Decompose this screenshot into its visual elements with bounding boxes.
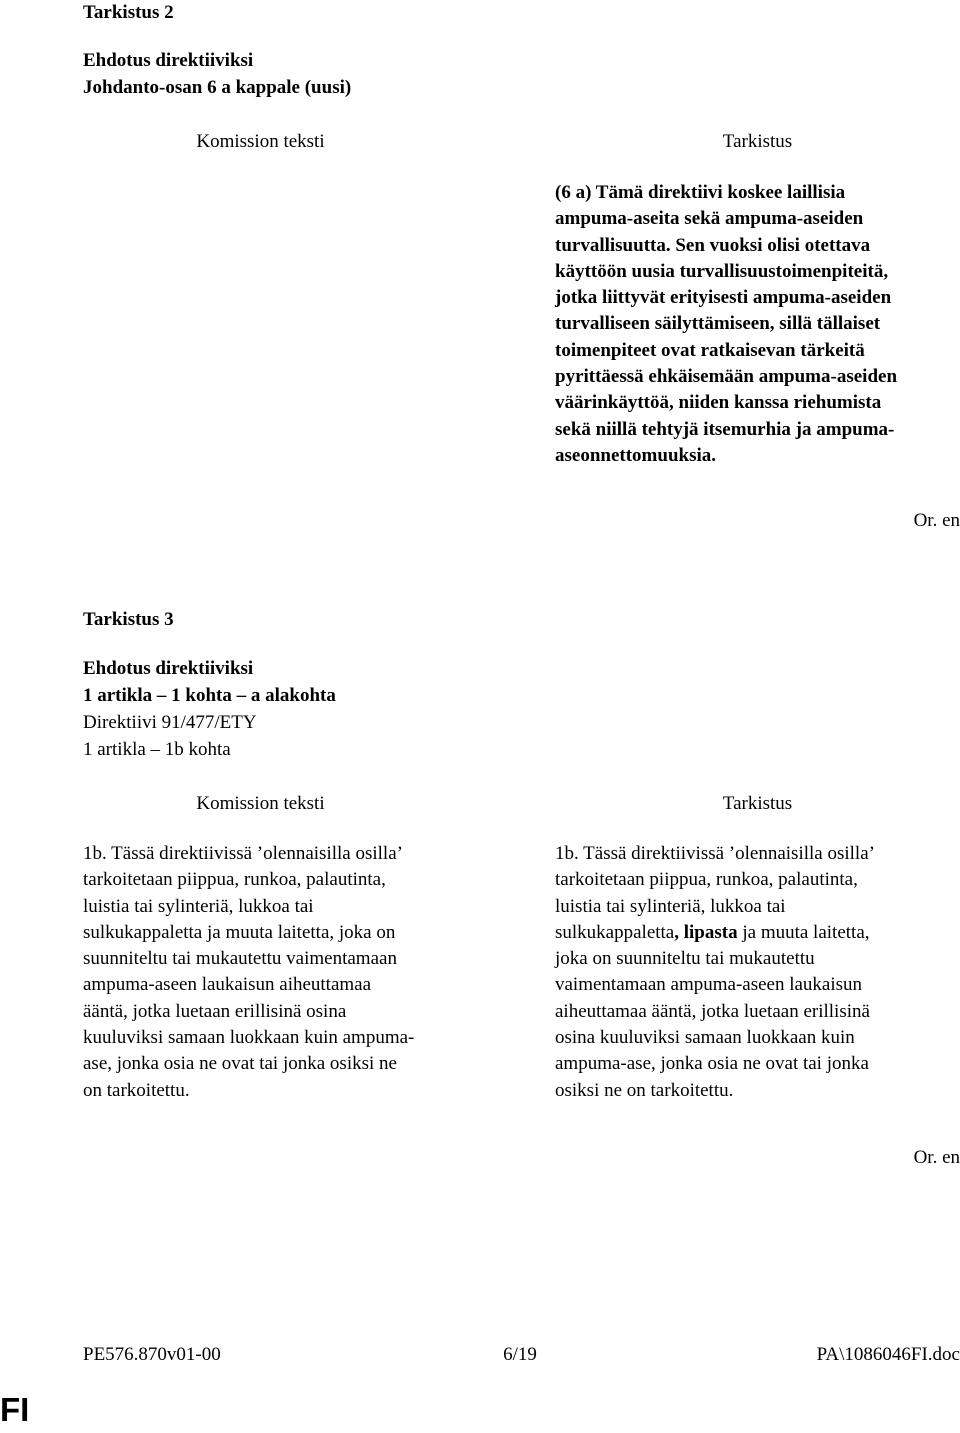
text-line: ampuma-ase, jonka osia ne ovat tai jonka — [555, 1053, 869, 1075]
text-line: osiksi ne on tarkoitettu. — [555, 1079, 734, 1101]
commission-text — [83, 841, 414, 1104]
proposal-label: Ehdotus direktiiviksi — [83, 50, 254, 71]
proposal-label: Ehdotus direktiiviksi — [83, 658, 254, 679]
text-line: jotka liittyvät erityisesti ampuma-aseiden — [555, 287, 892, 309]
amendment-location: Johdanto-osan 6 a kappale (uusi) — [83, 77, 352, 98]
text-line: ampuma-aseen laukaisun aiheuttamaa — [83, 974, 372, 996]
text-line: on tarkoitettu. — [83, 1079, 190, 1101]
text-line: kuuluviksi samaan luokkaan kuin ampuma- — [83, 1027, 415, 1049]
amendment-text — [555, 180, 897, 469]
text-line: tarkoitetaan piippua, runkoa, palautinta, — [555, 869, 858, 891]
text-line: luistia tai sylinteriä, lukkoa tai — [555, 895, 786, 917]
column-header-amendment: Tarkistus — [722, 131, 793, 152]
text-line: aseonnettomuuksia. — [555, 444, 716, 466]
directive-reference: Direktiivi 91/477/ETY — [83, 712, 257, 733]
text-line: suunniteltu tai mukautettu vaimentamaan — [83, 948, 397, 970]
amendment-location: 1 artikla – 1 kohta – a alakohta — [83, 685, 336, 706]
amendment-heading: Tarkistus 2 — [83, 2, 174, 23]
footer-doc-number: PE576.870v01-00 — [83, 1344, 221, 1365]
amendment-text — [555, 841, 875, 1104]
text-line: osina kuuluviksi samaan luokkaan kuin — [555, 1027, 855, 1049]
original-language: Or. en — [913, 1147, 960, 1168]
inserted-text: , lipasta — [674, 921, 738, 943]
directive-article: 1 artikla – 1b kohta — [83, 739, 231, 760]
column-header-commission: Komission teksti — [196, 131, 325, 152]
text-line: luistia tai sylinteriä, lukkoa tai — [83, 895, 314, 917]
text-segment: sulkukappaletta — [555, 921, 675, 943]
footer-language-code: FI — [0, 1391, 30, 1428]
text-line: pyrittäessä ehkäisemään ampuma-aseiden — [555, 366, 898, 388]
text-line: ampuma-aseita sekä ampuma-aseiden — [555, 208, 864, 230]
text-line: 1b. Tässä direktiivissä ’olennaisilla osilla’ — [83, 843, 403, 864]
text-line: ääntä, jotka luetaan erillisinä osina — [83, 1000, 347, 1022]
original-language: Or. en — [913, 510, 960, 531]
column-header-amendment: Tarkistus — [722, 793, 793, 814]
text-line: sulkukappaletta ja muuta laitetta, joka on — [83, 921, 396, 943]
text-line: sekä niillä tehtyjä itsemurhia ja ampuma- — [555, 418, 895, 440]
text-line: vaimentamaan ampuma-aseen laukaisun — [555, 974, 863, 996]
text-line: 1b. Tässä direktiivissä ’olennaisilla osilla’ — [555, 843, 875, 864]
text-line: aiheuttamaa ääntä, jotka luetaan erillisinä — [555, 1000, 870, 1022]
text-line — [555, 920, 875, 946]
footer-file-name: PA\1086046FI.doc — [816, 1344, 960, 1365]
text-line: toimenpiteet ovat ratkaisevan tärkeitä — [555, 339, 865, 361]
column-header-commission: Komission teksti — [196, 793, 325, 814]
text-line: turvalliseen säilyttämiseen, sillä tällaiset — [555, 313, 881, 335]
text-line: väärinkäyttöä, niiden kanssa riehumista — [555, 392, 882, 414]
text-line: joka on suunniteltu tai mukautettu — [555, 948, 815, 970]
footer-page-number: 6/19 — [503, 1344, 537, 1365]
text-line: turvallisuutta. Sen vuoksi olisi otettava — [555, 234, 871, 256]
text-segment: ja muuta laitetta, — [737, 921, 870, 943]
text-line: käyttöön uusia turvallisuustoimenpiteitä, — [555, 260, 889, 282]
text-line: ase, jonka osia ne ovat tai jonka osiksi ne — [83, 1053, 397, 1075]
text-line: (6 a) Tämä direktiivi koskee laillisia — [555, 182, 846, 203]
text-line: tarkoitetaan piippua, runkoa, palautinta, — [83, 869, 386, 891]
amendment-heading: Tarkistus 3 — [83, 609, 174, 630]
